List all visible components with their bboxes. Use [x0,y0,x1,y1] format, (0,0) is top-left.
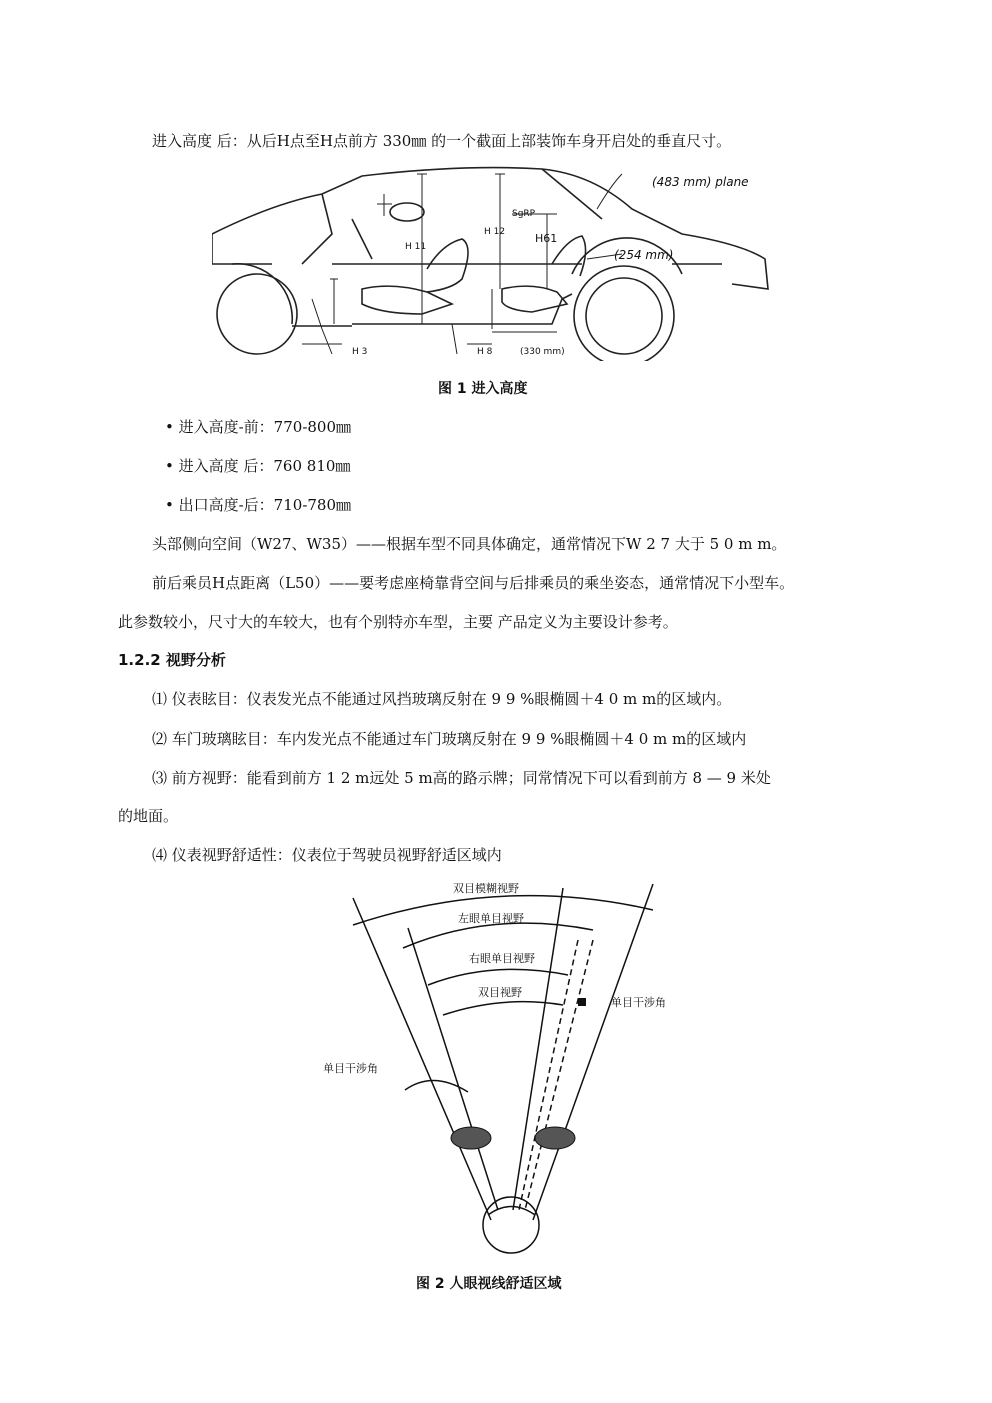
item-3-forward-view-cont: 的地面。 [118,807,179,825]
label-h8: H 8 [477,347,493,357]
item-2-door-glass-glare: ⑵ 车门玻璃眩目：车内发光点不能通过车门玻璃反射在 9 9 %眼椭圆＋4 0 m m的区域内 [152,730,747,748]
paragraph-entry-height-rear: 进入高度 后：从后H点至H点前方 330㎜ 的一个截面上部装饰车身开启处的垂直尺寸。 [152,132,732,150]
label-483mm-plane: (483 mm) plane [652,175,749,189]
figure-2-visual-field-diagram [293,880,731,1256]
paragraph-h-point-distance: 前后乘员H点距离（L50）——要考虑座椅靠背空间与后排乘员的乘坐姿态，通常情况下小型车。 [152,574,795,592]
figure-1-caption: 图 1 进入高度 [438,381,528,397]
label-h3: H 3 [352,347,368,357]
car-side-view-drawing [212,164,778,361]
label-h12: H 12 [484,227,506,237]
section-heading-visibility-analysis: 1.2.2 视野分析 [118,651,226,669]
label-h61: H61 [535,232,558,245]
figure-1-entry-height-diagram [212,164,778,361]
label-mono-interference-angle-right: 单目干涉角 [611,996,666,1009]
bullet-exit-height-rear: • 出口高度-后：710-780㎜ [165,496,352,514]
label-sgrp: SgRP [512,209,536,219]
paragraph-head-side-space: 头部侧向空间（W27、W35）——根据车型不同具体确定，通常情况下W 2 7 大于 5 0 m m。 [152,535,787,553]
figure-2-caption: 图 2 人眼视线舒适区域 [416,1276,562,1292]
label-330mm: (330 mm) [520,347,565,357]
marker-square [578,998,586,1006]
item-3-forward-view: ⑶ 前方视野：能看到前方 1 2 m远处 5 m高的路示牌；同常情况下可以看到前方 8 — 9 米处 [152,769,771,787]
bullet-entry-height-rear: • 进入高度 后：760 810㎜ [165,457,351,475]
label-mono-interference-angle-left: 单目干涉角 [323,1062,378,1075]
item-1-instrument-glare: ⑴ 仪表眩目：仪表发光点不能通过风挡玻璃反射在 9 9 %眼椭圆＋4 0 m m的区域内。 [152,690,732,708]
label-right-mono-field: 右眼单目视野 [469,952,535,965]
paragraph-h-point-distance-cont: 此参数较小，尺寸大的车较大，也有个别特亦车型，主要 产品定义为主要设计参考。 [118,613,678,631]
label-binocular-blur-field: 双目模糊视野 [453,882,519,895]
label-254mm: (254 mm) [614,248,674,262]
bullet-entry-height-front: • 进入高度-前：770-800㎜ [165,418,352,436]
label-binocular-field: 双目视野 [478,986,522,999]
visual-field-drawing [293,880,731,1256]
label-h11: H 11 [405,242,427,252]
label-left-mono-field: 左眼单目视野 [458,912,524,925]
item-4-instrument-comfort: ⑷ 仪表视野舒适性：仪表位于驾驶员视野舒适区域内 [152,846,502,864]
